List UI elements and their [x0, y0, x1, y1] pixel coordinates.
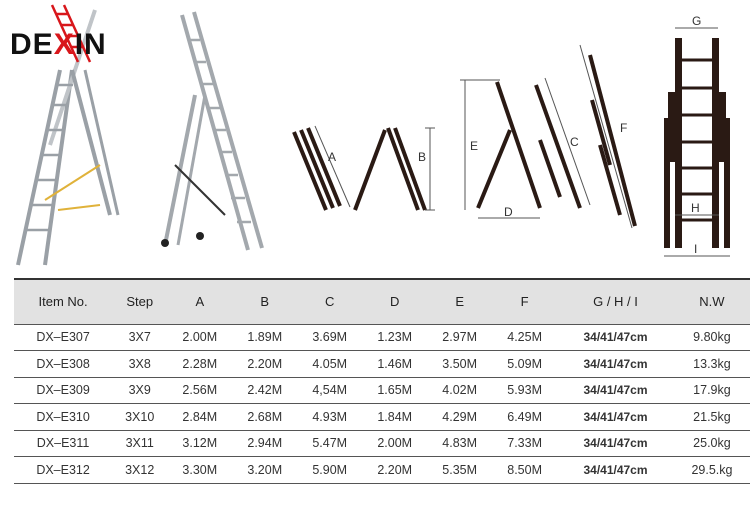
- table-cell: 34/41/47cm: [583, 462, 648, 477]
- table-cell: 4.93M: [312, 409, 348, 424]
- column-header: G / H / I: [593, 294, 638, 310]
- table-row: [14, 324, 750, 351]
- label-e: E: [470, 139, 479, 153]
- table-cell: DX–E309: [36, 383, 90, 398]
- column-header: F: [520, 294, 529, 310]
- table-cell: 2.68M: [247, 409, 283, 424]
- table-cell: DX–E307: [36, 330, 90, 345]
- brand-logo: DEXIN: [10, 28, 107, 61]
- column-header: B: [260, 294, 270, 310]
- specification-table-container: [14, 278, 750, 484]
- table-cell: 25.0kg: [693, 436, 731, 451]
- table-cell: 2.28M: [182, 356, 218, 371]
- table-cell: 3.20M: [247, 462, 283, 477]
- table-cell: 3X11: [125, 436, 154, 451]
- table-cell: 1.46M: [377, 356, 413, 371]
- table-cell: 29.5.kg: [691, 462, 733, 477]
- table-cell: DX–E311: [36, 436, 90, 451]
- table-cell: 1.23M: [377, 330, 413, 345]
- table-cell: 3X12: [125, 462, 155, 477]
- table-cell: 3X9: [128, 383, 151, 398]
- table-cell: 3X8: [128, 356, 151, 371]
- table-cell: 4.83M: [442, 436, 478, 451]
- diagram-b: [355, 128, 435, 210]
- label-d: D: [504, 205, 513, 219]
- table-cell: 21.5kg: [693, 409, 731, 424]
- table-cell: DX–E310: [36, 409, 90, 424]
- table-cell: 4.25M: [507, 330, 542, 345]
- table-cell: 5.93M: [507, 383, 542, 398]
- table-cell: 13.3kg: [693, 356, 731, 371]
- table-cell: 6.49M: [507, 409, 542, 424]
- diagram-ghi: [664, 14, 730, 256]
- table-cell: 2.94M: [247, 436, 283, 451]
- table-row: [14, 377, 750, 404]
- table-cell: 2.20M: [377, 462, 413, 477]
- label-b: B: [418, 150, 427, 164]
- table-cell: 4.29M: [442, 409, 478, 424]
- table-cell: 4.05M: [312, 356, 348, 371]
- table-cell: 2.56M: [182, 383, 218, 398]
- table-cell: 34/41/47cm: [583, 330, 648, 345]
- table-cell: 3.30M: [182, 462, 218, 477]
- table-cell: 3.12M: [182, 436, 218, 451]
- table-cell: 5.09M: [507, 356, 542, 371]
- table-cell: 4,54M: [312, 383, 348, 398]
- table-row: [14, 351, 750, 378]
- table-cell: 9.80kg: [693, 330, 731, 345]
- column-header: A: [195, 294, 205, 310]
- table-cell: 5.90M: [312, 462, 348, 477]
- table-header-row: [14, 279, 750, 324]
- table-cell: 8.50M: [507, 462, 542, 477]
- table-cell: 34/41/47cm: [583, 436, 648, 451]
- table-cell: DX–E312: [36, 462, 90, 477]
- table-cell: 5.47M: [312, 436, 348, 451]
- label-a: A: [328, 150, 337, 164]
- table-cell: 2.20M: [247, 356, 283, 371]
- table-cell: 3X7: [128, 330, 151, 345]
- diagram-a: [294, 126, 350, 210]
- table-cell: 34/41/47cm: [583, 356, 648, 371]
- table-cell: 3X10: [125, 409, 155, 424]
- diagram-e-d: [460, 80, 540, 219]
- table-row: [14, 430, 750, 457]
- table-cell: 2.00M: [182, 330, 218, 345]
- table-cell: 17.9kg: [693, 383, 731, 398]
- label-g: G: [692, 14, 702, 28]
- table-cell: 34/41/47cm: [583, 383, 648, 398]
- table-cell: 5.35M: [442, 462, 478, 477]
- table-cell: 2.00M: [377, 436, 413, 451]
- ladder-photo-2: [161, 12, 262, 250]
- label-f: F: [620, 121, 628, 135]
- table-row: [14, 404, 750, 431]
- label-c: C: [570, 135, 579, 149]
- column-header: C: [325, 294, 335, 310]
- table-cell: 3.50M: [442, 356, 478, 371]
- specification-table: [14, 278, 750, 484]
- table-cell: 2.97M: [442, 330, 478, 345]
- table-cell: 2.42M: [247, 383, 283, 398]
- table-body: [14, 324, 750, 483]
- table-cell: 34/41/47cm: [583, 409, 648, 424]
- column-header: E: [455, 294, 464, 310]
- table-cell: 7.33M: [507, 436, 542, 451]
- table-cell: DX–E308: [36, 356, 90, 371]
- table-cell: 2.84M: [182, 409, 218, 424]
- column-header: Item No.: [38, 294, 88, 310]
- table-cell: 1.65M: [377, 383, 413, 398]
- column-header: N.W: [699, 294, 725, 310]
- label-h: H: [691, 201, 700, 215]
- diagram-c: [536, 78, 590, 208]
- table-cell: 1.89M: [247, 330, 283, 345]
- column-header: Step: [126, 294, 154, 310]
- table-cell: 3.69M: [312, 330, 348, 345]
- column-header: D: [389, 294, 400, 310]
- table-cell: 1.84M: [377, 409, 413, 424]
- table-cell: 4.02M: [442, 383, 478, 398]
- table-row: [14, 457, 750, 484]
- label-i: I: [694, 242, 698, 256]
